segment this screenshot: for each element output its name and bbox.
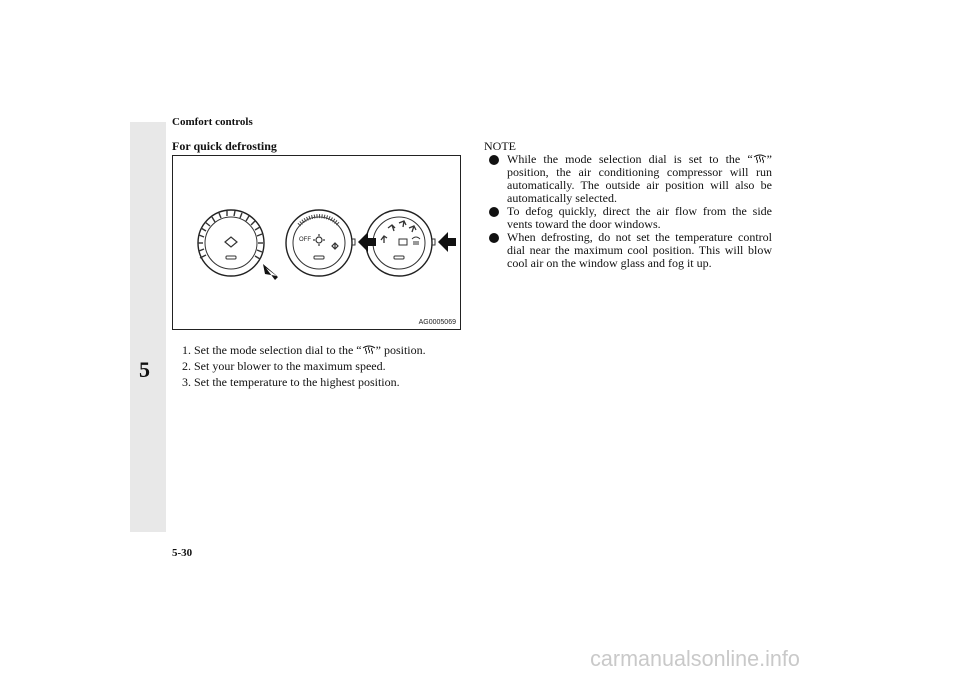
- note-section: [484, 140, 772, 270]
- note-item-3: When defrosting, do not set the temperature control dial near the maximum cool position. This will blow cool air on the window glass and fog it up.: [484, 231, 772, 270]
- blower-speed-dial: [286, 210, 355, 276]
- defrost-icon: [753, 154, 767, 164]
- step-1: 1. Set the mode selection dial to the “ ” position.: [182, 343, 426, 357]
- watermark: carmanualsonline.info: [590, 646, 800, 671]
- bullet-icon: [489, 207, 499, 217]
- note-title: NOTE: [484, 139, 516, 153]
- step-3: 3. Set the temperature to the highest position.: [182, 375, 400, 389]
- section-title: For quick defrosting: [172, 139, 277, 153]
- step-2: 2. Set your blower to the maximum speed.: [182, 359, 386, 373]
- defrost-icon: [362, 345, 376, 355]
- temperature-dial: [198, 210, 264, 276]
- note-item-2: To defog quickly, direct the air flow from the side vents toward the door windows.: [484, 205, 772, 231]
- running-header: Comfort controls: [172, 116, 253, 128]
- figure-code: AG0005069: [418, 319, 456, 326]
- bullet-icon: [489, 155, 499, 165]
- off-label: OFF: [299, 237, 311, 243]
- chapter-number: 5: [139, 357, 150, 382]
- chapter-tab: [130, 122, 166, 532]
- climate-dials-illustration: [173, 156, 460, 329]
- procedure-steps: [182, 342, 426, 390]
- climate-control-figure: [172, 155, 461, 330]
- mode-selection-dial: [366, 210, 435, 276]
- arrow-temperature: [263, 264, 278, 280]
- arrow-mode: [438, 232, 456, 252]
- page-number: 5-30: [172, 547, 193, 559]
- bullet-icon: [489, 233, 499, 243]
- note-item-1: While the mode selection dial is set to the “ ” position, the air conditioning compressor will run automatically. The outside air position will also be automatically selected.: [484, 153, 772, 205]
